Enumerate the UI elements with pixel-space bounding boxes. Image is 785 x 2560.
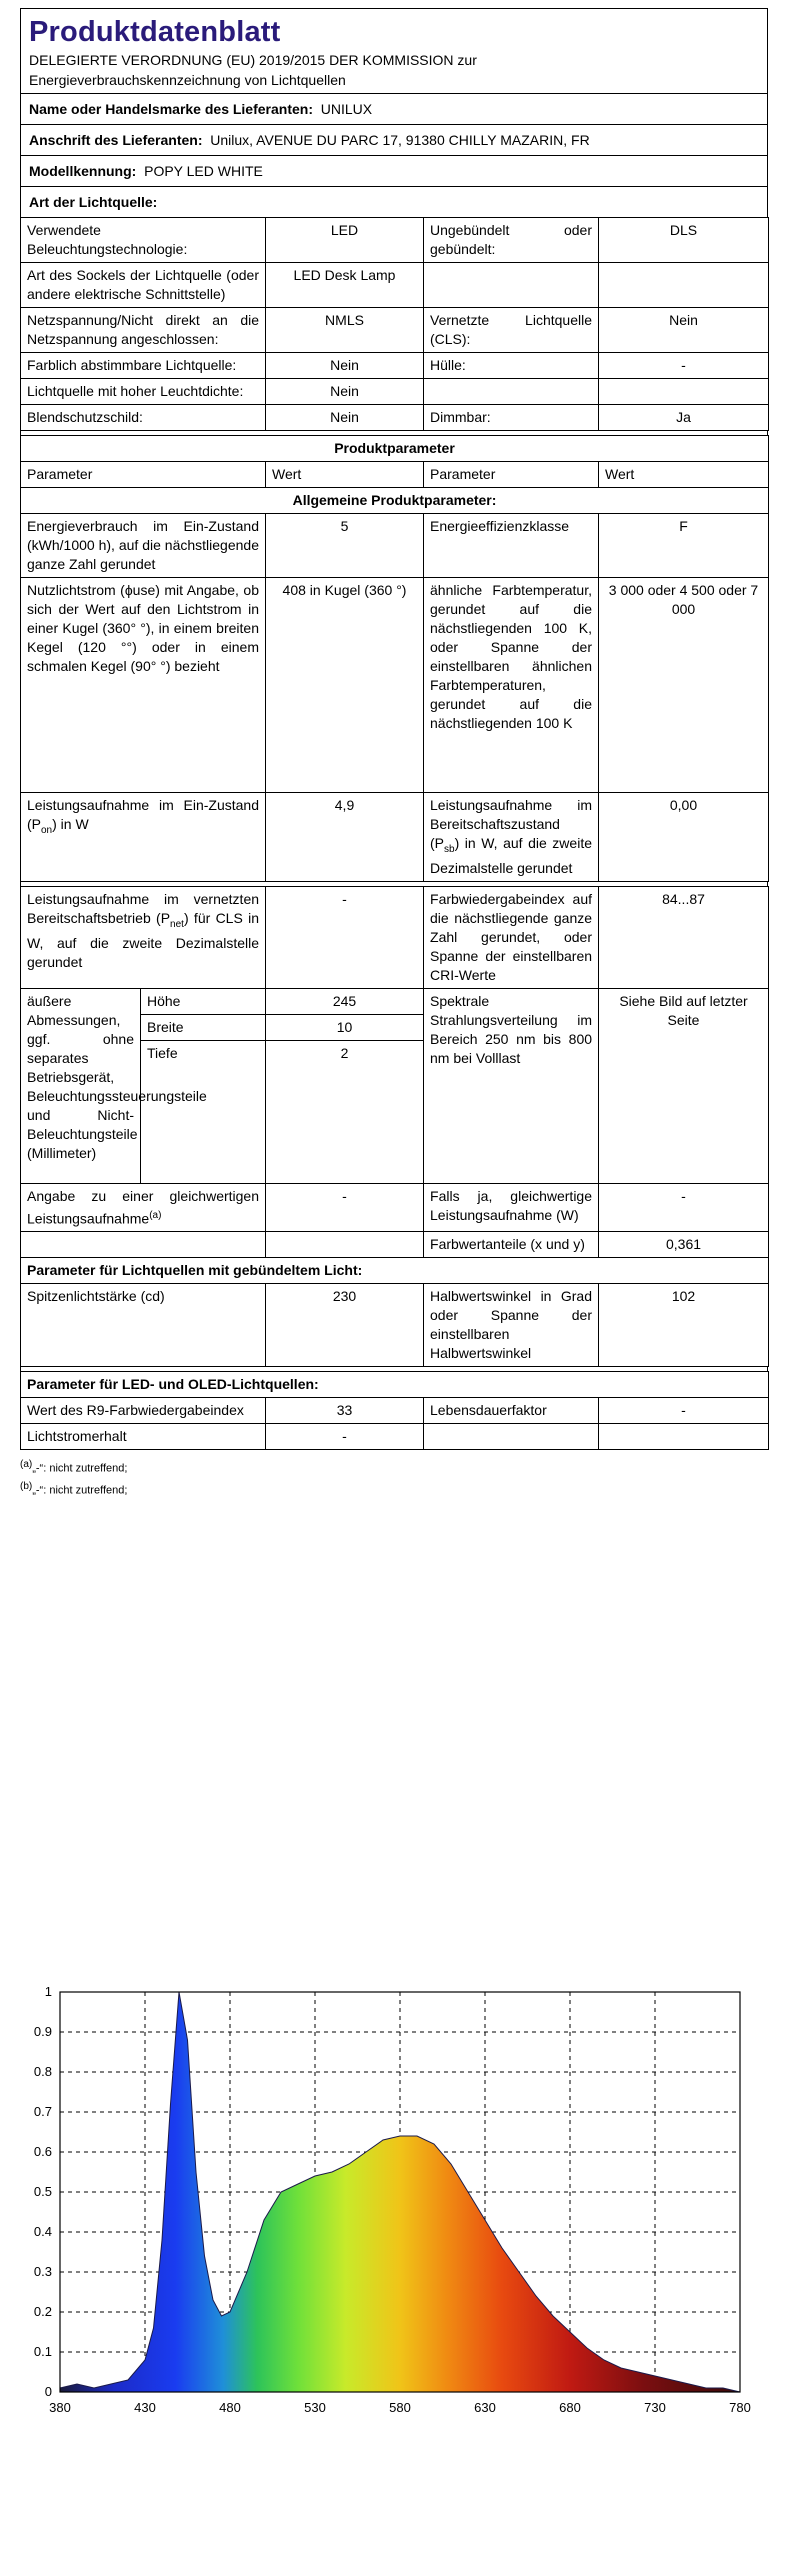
table-row bbox=[21, 1183, 769, 1232]
x-tick-label: 780 bbox=[729, 2400, 751, 2415]
text-part: Leistungsaufnahme im vernetzten Bereitschaftsbetrieb (P bbox=[27, 890, 260, 926]
param-value: LED Desk Lamp bbox=[266, 263, 424, 308]
table-row bbox=[21, 308, 769, 353]
param-value: Nein bbox=[599, 308, 769, 353]
directional-section-title: Parameter für Lichtquellen mit gebündeltem Licht: bbox=[21, 1258, 769, 1284]
param-label: Hülle: bbox=[424, 353, 599, 379]
page-title: Produktdatenblatt bbox=[29, 16, 281, 48]
param-value: 230 bbox=[266, 1284, 424, 1367]
y-tick-label: 0.6 bbox=[33, 2144, 52, 2159]
table-row bbox=[21, 218, 769, 263]
param-value: - bbox=[599, 1183, 769, 1232]
param-value: Nein bbox=[266, 353, 424, 379]
param-value: - bbox=[599, 353, 769, 379]
param-value: Nein bbox=[266, 405, 424, 431]
table-row bbox=[21, 1424, 769, 1450]
param-label: Halbwertswinkel in Grad oder Spanne der einstellbaren Halbwertswinkel bbox=[424, 1284, 599, 1367]
param-value: - bbox=[599, 1398, 769, 1424]
param-value: - bbox=[266, 1424, 424, 1450]
param-label: Lichtquelle mit hoher Leuchtdichte: bbox=[21, 379, 266, 405]
table-row bbox=[21, 578, 769, 793]
footnote-mark: (b) bbox=[20, 1481, 33, 1493]
dim-height-label: Höhe bbox=[141, 988, 266, 1014]
footnote-mark: (a) bbox=[149, 1209, 162, 1221]
x-tick-label: 630 bbox=[474, 2400, 496, 2415]
param-value: - bbox=[266, 886, 424, 988]
empty-cell bbox=[599, 1424, 769, 1450]
param-value bbox=[599, 379, 769, 405]
param-value: 0,361 bbox=[599, 1232, 769, 1258]
product-params-section-title: Produktparameter bbox=[21, 436, 769, 462]
footnote-a bbox=[20, 1456, 768, 1478]
param-label: Energieeffizienzklasse bbox=[424, 514, 599, 578]
text-part: ) in W bbox=[52, 816, 89, 832]
param-value bbox=[599, 263, 769, 308]
footnote-text: „-“: nicht zutreffend; bbox=[32, 1463, 128, 1476]
x-tick-label: 380 bbox=[49, 2400, 71, 2415]
footnote-text: „-“: nicht zutreffend; bbox=[32, 1485, 128, 1498]
param-label: Wert des R9-Farbwiedergabeindex bbox=[21, 1398, 266, 1424]
param-label: Verwendete Beleuchtungstechnologie: bbox=[21, 218, 266, 263]
x-tick-label: 680 bbox=[559, 2400, 581, 2415]
text-part: Leistungsaufnahme im Bereitschaftszustand (P bbox=[430, 797, 592, 851]
param-label bbox=[424, 793, 599, 882]
dim-height-value: 245 bbox=[266, 988, 424, 1014]
model-label: Modellkennung: bbox=[29, 163, 137, 179]
param-value: 0,00 bbox=[599, 793, 769, 882]
param-label bbox=[21, 886, 266, 988]
footnote-b bbox=[20, 1478, 768, 1500]
regulation-line-1: DELEGIERTE VERORDNUNG (EU) 2019/2015 DER KOMMISSION zur bbox=[29, 52, 477, 68]
table-row bbox=[21, 988, 769, 1014]
table-row bbox=[21, 405, 769, 431]
param-label: Dimmbar: bbox=[424, 405, 599, 431]
param-value: 4,9 bbox=[266, 793, 424, 882]
text-part: ) für CLS in W, auf die zweite Dezimalstelle gerundet bbox=[27, 909, 260, 970]
product-parameters-table bbox=[20, 435, 769, 882]
light-source-section-title: Art der Lichtquelle: bbox=[29, 194, 158, 210]
col-header-param: Parameter bbox=[424, 462, 599, 488]
param-label: Spitzenlichtstärke (cd) bbox=[21, 1284, 266, 1367]
text-part: ) in W, auf die zweite Dezimalstelle gerundet bbox=[430, 835, 592, 876]
param-label: Farbwertanteile (x und y) bbox=[424, 1232, 599, 1258]
param-label: Energieverbrauch im Ein-Zustand (kWh/1000 h), auf die nächstliegende ganze Zahl gerundet bbox=[21, 514, 266, 578]
table-row bbox=[21, 1398, 769, 1424]
y-tick-label: 0.9 bbox=[33, 2024, 52, 2039]
product-data-sheet bbox=[20, 8, 768, 1500]
y-tick-label: 0.8 bbox=[33, 2064, 52, 2079]
param-value: 84...87 bbox=[599, 886, 769, 988]
param-value: 5 bbox=[266, 514, 424, 578]
param-label bbox=[21, 793, 266, 882]
supplier-name-label: Name oder Handelsmarke des Lieferanten: bbox=[29, 101, 313, 117]
param-label: Farbwiedergabeindex auf die nächstliegende ganze Zahl gerundet, oder Spanne der einstellbaren CRI-Werte bbox=[424, 886, 599, 988]
param-value: DLS bbox=[599, 218, 769, 263]
param-label: Farblich abstimmbare Lichtquelle: bbox=[21, 353, 266, 379]
supplier-address-value: Unilux, AVENUE DU PARC 17, 91380 CHILLY MAZARIN, FR bbox=[210, 132, 590, 148]
param-value: LED bbox=[266, 218, 424, 263]
param-label: Vernetzte Lichtquelle (CLS): bbox=[424, 308, 599, 353]
regulation-line-2: Energieverbrauchskennzeichnung von Lichtquellen bbox=[29, 72, 346, 88]
param-label: Art des Sockels der Lichtquelle (oder andere elektrische Schnittstelle) bbox=[21, 263, 266, 308]
y-tick-label: 0.5 bbox=[33, 2184, 52, 2199]
param-label: Falls ja, gleichwertige Leistungsaufnahme (W) bbox=[424, 1183, 599, 1232]
light-source-table bbox=[20, 217, 769, 431]
table-row bbox=[21, 793, 769, 882]
empty-cell bbox=[424, 1424, 599, 1450]
param-value: 33 bbox=[266, 1398, 424, 1424]
spectral-distribution-chart bbox=[0, 1960, 785, 2440]
led-section-title: Parameter für LED- und OLED-Lichtquellen: bbox=[21, 1372, 769, 1398]
param-label: Spektrale Strahlungsverteilung im Bereich 250 nm bis 800 nm bei Volllast bbox=[424, 988, 599, 1183]
y-tick-label: 1 bbox=[44, 1984, 52, 1999]
model-row bbox=[20, 155, 768, 186]
dim-width-value: 10 bbox=[266, 1014, 424, 1040]
col-header-value: Wert bbox=[599, 462, 769, 488]
param-label bbox=[21, 1183, 266, 1232]
param-label bbox=[424, 263, 599, 308]
dim-width-label: Breite bbox=[141, 1014, 266, 1040]
table-header-row bbox=[21, 462, 769, 488]
y-tick-label: 0.4 bbox=[33, 2224, 52, 2239]
param-value: Siehe Bild auf letzter Seite bbox=[599, 988, 769, 1183]
col-header-value: Wert bbox=[266, 462, 424, 488]
table-row bbox=[21, 353, 769, 379]
table-row bbox=[21, 436, 769, 462]
x-tick-label: 480 bbox=[219, 2400, 241, 2415]
param-label: Lichtstromerhalt bbox=[21, 1424, 266, 1450]
general-params-section-title: Allgemeine Produktparameter: bbox=[21, 488, 769, 514]
light-source-section bbox=[20, 186, 768, 217]
y-tick-label: 0.1 bbox=[33, 2344, 52, 2359]
supplier-address-label: Anschrift des Lieferanten: bbox=[29, 132, 203, 148]
table-row bbox=[21, 1284, 769, 1367]
param-label bbox=[424, 379, 599, 405]
sheet-header bbox=[20, 8, 768, 93]
empty-cell bbox=[21, 1232, 266, 1258]
table-row bbox=[21, 886, 769, 988]
led-parameters-table bbox=[20, 1371, 769, 1450]
param-label: Netzspannung/Nicht direkt an die Netzspannung angeschlossen: bbox=[21, 308, 266, 353]
param-value: Nein bbox=[266, 379, 424, 405]
footnote-mark: (a) bbox=[20, 1459, 33, 1471]
table-row bbox=[21, 263, 769, 308]
table-row bbox=[21, 488, 769, 514]
param-label: Ungebündelt oder gebündelt: bbox=[424, 218, 599, 263]
subscript: net bbox=[170, 918, 184, 930]
param-value: F bbox=[599, 514, 769, 578]
empty-cell bbox=[266, 1232, 424, 1258]
x-tick-label: 730 bbox=[644, 2400, 666, 2415]
param-label: Nutzlichtstrom (ϕuse) mit Angabe, ob sich der Wert auf den Lichtstrom in einer Kugel (360° °), in einem breiten Kegel (120 °°) oder in einem schmalen Kegel (90° °) bezieht bbox=[21, 578, 266, 793]
supplier-name-row bbox=[20, 93, 768, 124]
subscript: sb bbox=[444, 843, 455, 855]
param-label: ähnliche Farbtemperatur, gerundet auf die nächstliegenden 100 K, oder Spanne der einstellbaren ähnlichen Farbtemperaturen, gerundet auf die nächstliegenden 100 K bbox=[424, 578, 599, 793]
model-value: POPY LED WHITE bbox=[144, 163, 263, 179]
dim-depth-value: 2 bbox=[266, 1040, 424, 1183]
supplier-name-value: UNILUX bbox=[320, 101, 373, 117]
table-row bbox=[21, 1372, 769, 1398]
product-parameters-table-2 bbox=[20, 886, 769, 1368]
y-tick-label: 0 bbox=[44, 2384, 52, 2399]
x-tick-label: 530 bbox=[304, 2400, 326, 2415]
param-value: NMLS bbox=[266, 308, 424, 353]
supplier-address-row bbox=[20, 124, 768, 155]
param-label: Lebensdauerfaktor bbox=[424, 1398, 599, 1424]
dimensions-label: äußere Abmessungen, ggf. ohne separates Betriebsgerät, Beleuchtungssteuerungsteile und Nicht-Beleuchtungsteile (Millimeter) bbox=[21, 988, 141, 1183]
y-tick-label: 0.7 bbox=[33, 2104, 52, 2119]
param-value: 408 in Kugel (360 °) bbox=[266, 578, 424, 793]
param-value: 3 000 oder 4 500 oder 7 000 bbox=[599, 578, 769, 793]
table-row bbox=[21, 1258, 769, 1284]
x-tick-label: 580 bbox=[389, 2400, 411, 2415]
y-tick-label: 0.3 bbox=[33, 2264, 52, 2279]
table-row bbox=[21, 379, 769, 405]
param-value: - bbox=[266, 1183, 424, 1232]
col-header-param: Parameter bbox=[21, 462, 266, 488]
text-part: Leistungsaufnahme im Ein-Zustand (P bbox=[27, 797, 259, 832]
dim-depth-label: Tiefe bbox=[141, 1040, 266, 1183]
param-label: Blendschutzschild: bbox=[21, 405, 266, 431]
text-part: Angabe zu einer gleichwertigen Leistungsaufnahme bbox=[27, 1187, 260, 1227]
y-tick-label: 0.2 bbox=[33, 2304, 52, 2319]
table-row bbox=[21, 514, 769, 578]
subscript: on bbox=[41, 824, 53, 836]
footnotes bbox=[20, 1456, 768, 1500]
table-row bbox=[21, 1232, 769, 1258]
x-tick-label: 430 bbox=[134, 2400, 156, 2415]
param-value: 102 bbox=[599, 1284, 769, 1367]
param-value: Ja bbox=[599, 405, 769, 431]
